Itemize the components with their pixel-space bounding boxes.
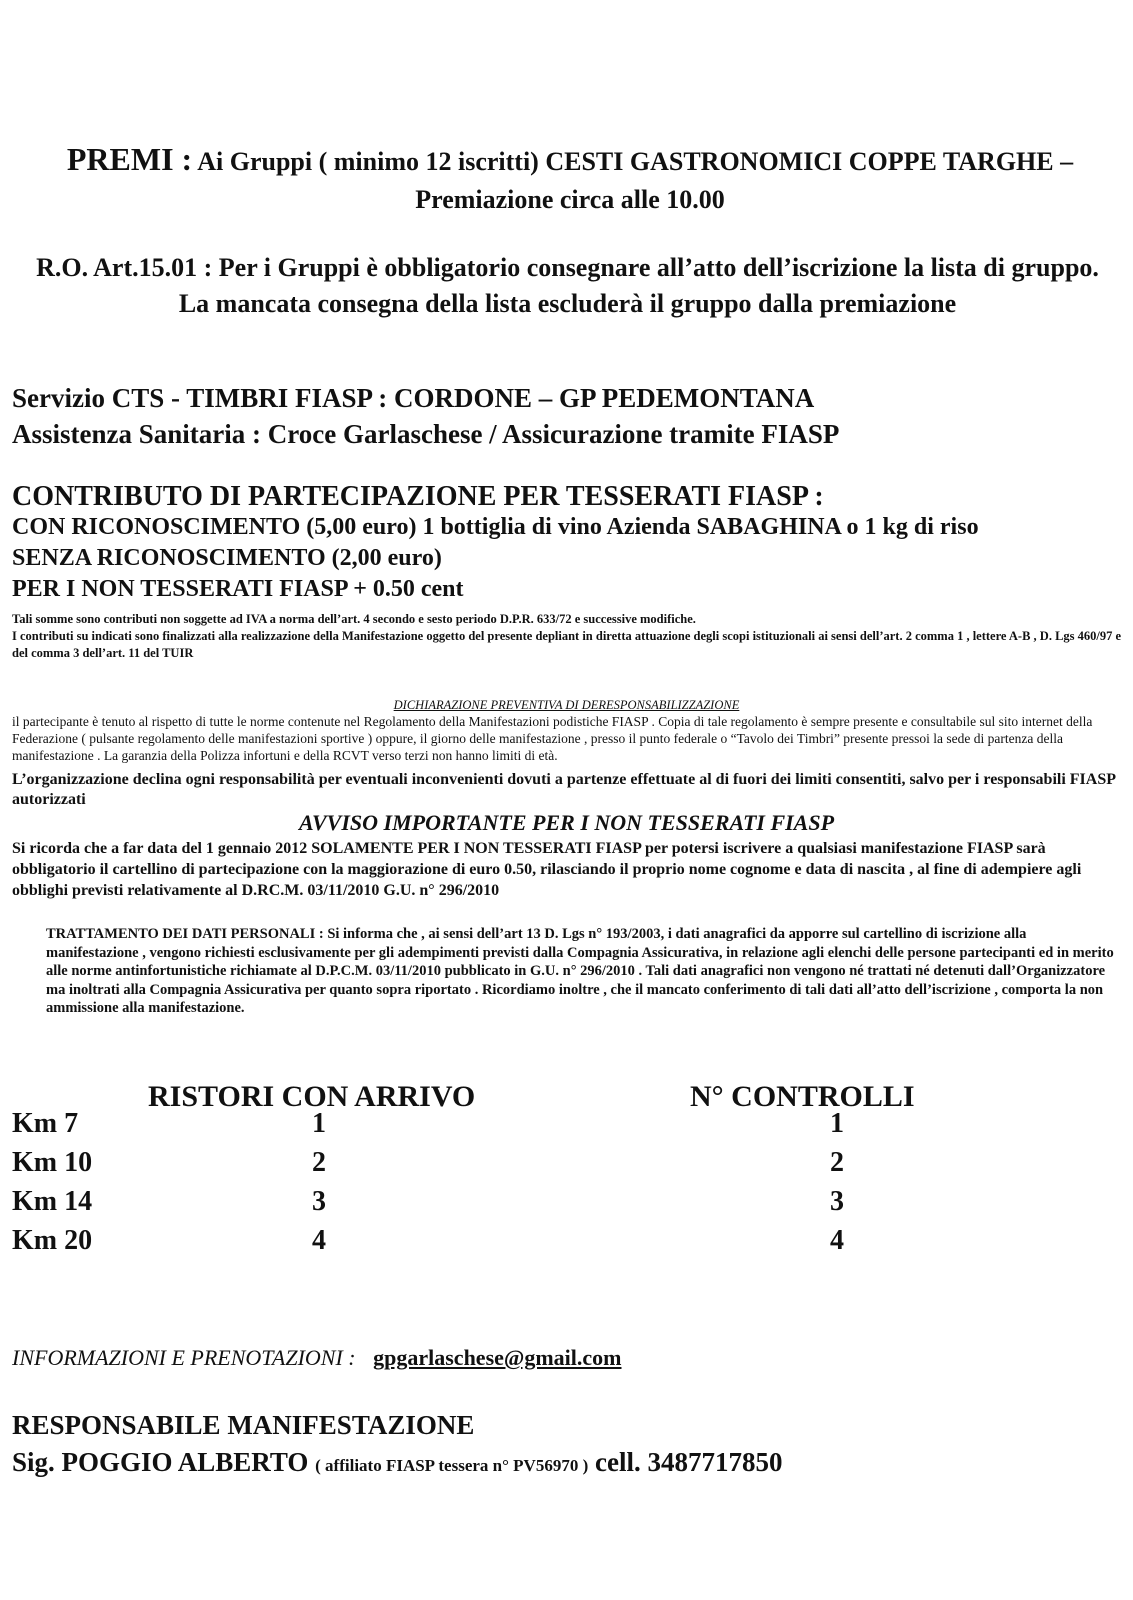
dichiarazione-text: il partecipante è tenuto al rispetto di tutte le norme contenute nel Regolamento della Manifestazioni podistiche FIASP . Copia di tale regolamento è sempre presente e consultabile sul sito internet della Federazione ( pulsante regolamento delle manifestazioni sportive ) oppure, il giorno delle manifestazione , presso il punto federale o “Tavolo dei Timbri” presente pressoi la sede di partenza della manifestazione . La garanzia della Polizza infortuni e della RCVT verso terzi non hanno limiti di età. xyxy=(12,714,1093,763)
row-ristori: 3 xyxy=(312,1186,326,1217)
responsabile-phone: cell. 3487717850 xyxy=(595,1447,783,1477)
contributo-iva-note: Tali somme sono contributi non soggette ad IVA a norma dell’art. 4 secondo e sesto periodo D.P.R. 633/72 e successive modifiche. xyxy=(12,612,696,626)
responsabile-line xyxy=(12,1447,782,1478)
info-label: INFORMAZIONI E PRENOTAZIONI : xyxy=(12,1345,356,1370)
row-km: Km 7 xyxy=(12,1108,79,1139)
row-ristori: 4 xyxy=(312,1225,326,1256)
responsabile-affiliation: ( affiliato FIASP tessera n° PV56970 ) xyxy=(315,1456,589,1475)
assistenza-sanitaria-line: Assistenza Sanitaria : Croce Garlaschese / Assicurazione tramite FIASP xyxy=(12,419,840,449)
avviso-text: Si ricorda che a far data del 1 gennaio 2012 SOLAMENTE PER I NON TESSERATI FIASP per potersi iscrivere a qualsiasi manifestazione FIASP sarà obbligatorio il cartellino di partecipazione con la maggiorazione di euro 0.50, rilasciando il proprio nome cognome e data di nascita , al fine di adempiere agli obblighi previsti relativamente al D.RC.M. 03/11/2010 G.U. n° 296/2010 xyxy=(12,840,1082,899)
row-controlli: 3 xyxy=(830,1186,844,1217)
row-km: Km 14 xyxy=(12,1186,93,1217)
contributo-finalita-note: I contributi su indicati sono finalizzati alla realizzazione della Manifestazione oggetto del presente depliant in diretta attuazione degli scopi istituzionali ai sensi dell’art. 2 comma 1 , lettere A-B , D. Lgs 460/97 e del comma 3 dell’art. 11 del TUIR xyxy=(12,629,1122,660)
row-ristori: 2 xyxy=(312,1147,326,1178)
premi-section xyxy=(40,140,1100,219)
info-prenotazioni xyxy=(12,1345,622,1371)
email-link[interactable]: gpgarlaschese@gmail.com xyxy=(373,1345,622,1370)
header-ristori: RISTORI CON ARRIVO xyxy=(148,1080,476,1113)
contributo-title: CONTRIBUTO DI PARTECIPAZIONE PER TESSERATI FIASP : xyxy=(12,481,824,512)
trattamento-dati-text: TRATTAMENTO DEI DATI PERSONALI : Si informa che , ai sensi dell’art 13 D. Lgs n° 193/2003, i dati anagrafici da apporre sul cartellino di iscrizione alla manifestazione , vengono richiesti esclusivamente per gli adempimenti previsti dalla Compagnia Assicurativa, in relazione agli elenchi delle persone partecipanti ed in merito alle norme antinfortunistiche richiamate al D.P.C.M. 03/11/2010 pubblicato in G.U. n° 296/2010 . Tali dati anagrafici non vengono né trattati né detenuti dall’Organizzatore ma inoltrati alla Compagnia Assicurativa per quanto sopra riportato . Ricordiamo inoltre , che il mancato conferimento di tali dati all’atto dell’iscrizione , comporta la non ammissione alla manifestazione. xyxy=(46,926,1114,1016)
dichiarazione-title: DICHIARAZIONE PREVENTIVA DI DERESPONSABILIZZAZIONE xyxy=(393,698,740,712)
contributo-section xyxy=(12,512,1122,605)
row-controlli: 1 xyxy=(830,1108,844,1139)
contributo-fine-print xyxy=(12,611,1127,662)
contributo-non-tesserati: PER I NON TESSERATI FIASP + 0.50 cent xyxy=(12,576,464,602)
contributo-con-riconoscimento: CON RICONOSCIMENTO (5,00 euro) 1 bottiglia di vino Azienda SABAGHINA o 1 kg di riso xyxy=(12,514,979,540)
ro-article-text: R.O. Art.15.01 : Per i Gruppi è obbligatorio consegnare all’atto dell’iscrizione la lista di gruppo. La mancata consegna della lista escluderà il gruppo dalla premiazione xyxy=(36,253,1099,318)
avviso-title: AVVISO IMPORTANTE PER I NON TESSERATI FIASP xyxy=(298,810,835,835)
premi-label: PREMI : xyxy=(66,141,193,177)
contributo-senza-riconoscimento: SENZA RICONOSCIMENTO (2,00 euro) xyxy=(12,545,442,571)
header-controlli: N° CONTROLLI xyxy=(690,1080,915,1113)
responsabile-name: Sig. POGGIO ALBERTO xyxy=(12,1447,309,1477)
row-controlli: 4 xyxy=(830,1225,844,1256)
responsabile-title: RESPONSABILE MANIFESTAZIONE xyxy=(12,1410,475,1440)
premi-text: Ai Gruppi ( minimo 12 iscritti) CESTI GASTRONOMICI COPPE TARGHE – Premiazione circa alle 10.00 xyxy=(197,147,1074,214)
servizio-section xyxy=(12,380,1112,452)
organizzazione-disclaimer: L’organizzazione declina ogni responsabilità per eventuali inconvenienti dovuti a partenze effettuate al di fuori dei limiti consentiti, salvo per i responsabili FIASP autorizzati xyxy=(12,771,1116,808)
row-controlli: 2 xyxy=(830,1147,844,1178)
row-km: Km 20 xyxy=(12,1225,93,1256)
servizio-cts-line: Servizio CTS - TIMBRI FIASP : CORDONE – GP PEDEMONTANA xyxy=(12,383,815,413)
row-km: Km 10 xyxy=(12,1147,93,1178)
row-ristori: 1 xyxy=(312,1108,326,1139)
